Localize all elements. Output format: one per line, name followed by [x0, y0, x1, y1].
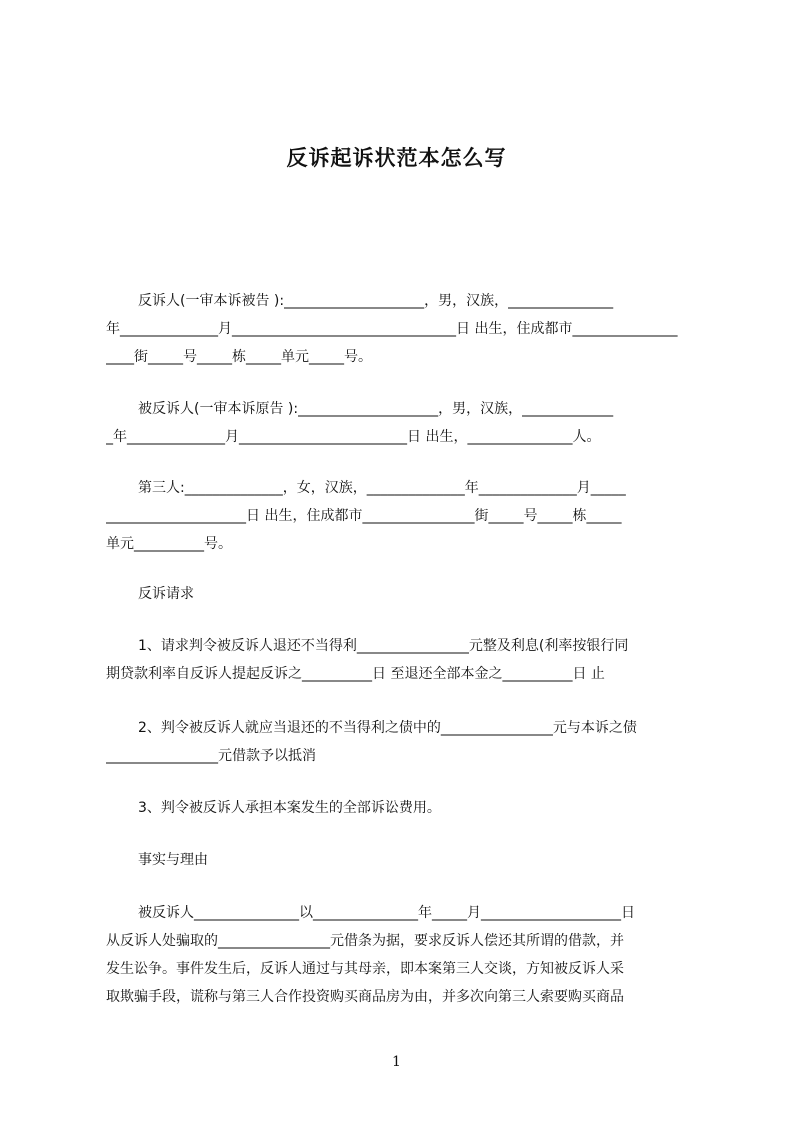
paragraph-line: 发生讼争。事件发生后，反诉人通过与其母亲，即本案第三人交谈，方知被反诉人采 — [106, 961, 624, 977]
paragraph-line: 被反诉人(一审本诉原告 ):____________________，男，汉族，_____________ — [138, 401, 614, 417]
paragraph-line: ____街_____号_____栋_____单元_____号。 — [106, 349, 372, 365]
paragraph-line: 取欺骗手段，谎称与第三人合作投资购买商品房为由，并多次向第三人索要购买商品 — [106, 989, 624, 1005]
paragraph-line: 从反诉人处骗取的________________元借条为据，要求反诉人偿还其所谓的借款，并 — [106, 933, 624, 949]
paragraph-line: 2、判令被反诉人就应当退还的不当得利之债中的________________元与本诉之债 — [138, 720, 637, 736]
paragraph-line: 第三人:______________，女，汉族，______________年______________月_____ — [138, 480, 626, 496]
counter-defendant-paragraph — [106, 395, 702, 451]
third-party-paragraph — [106, 474, 702, 558]
document-title: 反诉起诉状范本怎么写 — [286, 146, 507, 170]
paragraph-line: 反诉人(一审本诉被告 ):____________________，男，汉族，_______________ — [138, 293, 614, 309]
claim-3-paragraph — [106, 794, 702, 822]
paragraph-line: 单元__________号。 — [106, 536, 232, 552]
paragraph-line: 期贷款利率自反诉人提起反诉之__________日 至退还全部本金之__________日 止 — [106, 666, 605, 682]
facts-paragraph — [106, 899, 702, 1011]
claims-heading: 反诉请求 — [138, 586, 194, 602]
paragraph-line: 3、判令被反诉人承担本案发生的全部诉讼费用。 — [138, 800, 441, 816]
page-number: 1 — [392, 1054, 401, 1070]
paragraph-line: 被反诉人_______________以_______________年_____月____________________日 — [138, 905, 635, 921]
paragraph-line: _年______________月________________________日 出生，_______________人。 — [106, 429, 601, 445]
claim-2-paragraph — [106, 714, 702, 770]
paragraph-line: 1、请求判令被反诉人退还不当得利________________元整及利息(利率按银行同 — [138, 638, 629, 654]
paragraph-line: ________________元借款予以抵消 — [106, 748, 316, 764]
paragraph-line: ____________________日 出生，住成都市________________街_____号_____栋_____ — [106, 508, 622, 524]
counter-plaintiff-paragraph — [106, 287, 702, 371]
facts-heading: 事实与理由 — [138, 852, 208, 868]
claim-1-paragraph — [106, 632, 702, 688]
paragraph-line: 年______________月________________________________日 出生，住成都市_______________ — [106, 321, 678, 337]
